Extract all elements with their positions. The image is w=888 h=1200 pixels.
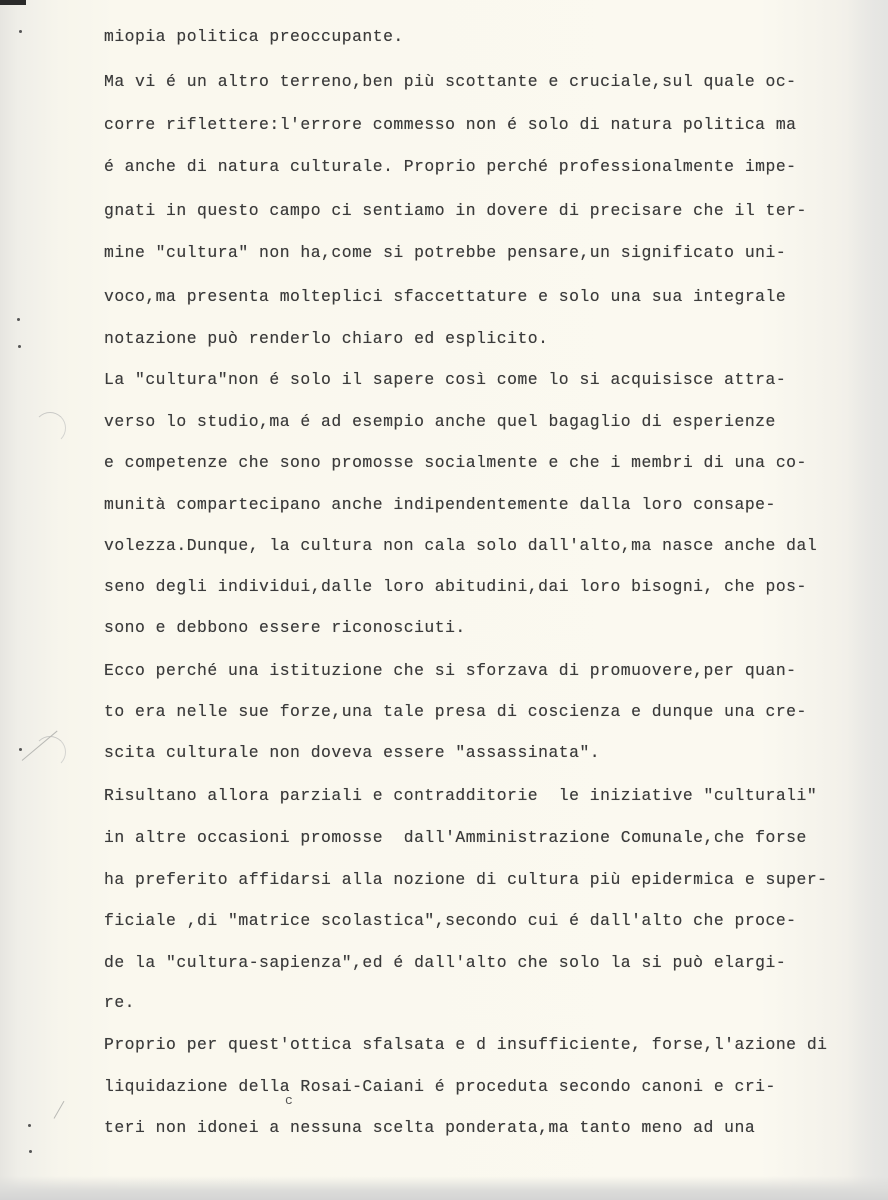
margin-speck [19, 30, 22, 33]
text-line: Ecco perché una istituzione che si sforzava di promuovere,per quan- [104, 661, 797, 680]
text-line: e competenze che sono promosse socialmente e che i membri di una co- [104, 453, 807, 472]
text-line: in altre occasioni promosse dall'Amministrazione Comunale,che forse [104, 828, 807, 847]
text-line: La "cultura"non é solo il sapere così come lo si acquisisce attra- [104, 370, 787, 389]
margin-speck [28, 1124, 31, 1127]
scan-edge-mark [0, 0, 26, 5]
page-bottom-shadow [0, 1176, 888, 1200]
text-line: Risultano allora parziali e contradditorie le iniziative "culturali" [104, 786, 818, 805]
text-line: de la "cultura-sapienza",ed é dall'alto che solo la si può elargi- [104, 953, 787, 972]
text-line: seno degli individui,dalle loro abitudini,dai loro bisogni, che pos- [104, 577, 807, 596]
text-line: sono e debbono essere riconosciuti. [104, 618, 466, 637]
margin-speck [19, 748, 22, 751]
text-line: munità compartecipano anche indipendentemente dalla loro consape- [104, 495, 776, 514]
text-line: re. [104, 993, 136, 1012]
text-line: liquidazione della Rosai-Caiani é proceduta secondo canoni e cri- [104, 1077, 776, 1096]
text-line: to era nelle sue forze,una tale presa di coscienza e dunque una cre- [104, 702, 807, 721]
text-line: corre riflettere:l'errore commesso non é solo di natura politica ma [104, 115, 797, 134]
page-edge-shadow [848, 0, 888, 1200]
text-line: ha preferito affidarsi alla nozione di cultura più epidermica e super- [104, 870, 828, 889]
text-line: teri non idonei a nessuna scelta ponderata,ma tanto meno ad una [104, 1118, 756, 1137]
text-line: ficiale ,di "matrice scolastica",secondo cui é dall'alto che proce- [104, 911, 797, 930]
text-line: gnati in questo campo ci sentiamo in dovere di precisare che il ter- [104, 201, 807, 220]
punch-hole-icon [34, 736, 66, 768]
text-line: miopia politica preoccupante. [104, 27, 404, 46]
margin-speck [29, 1150, 32, 1153]
margin-scratch [54, 1101, 65, 1119]
margin-speck [17, 318, 20, 321]
text-line: volezza.Dunque, la cultura non cala solo dall'alto,ma nasce anche dal [104, 536, 818, 555]
text-line: mine "cultura" non ha,come si potrebbe pensare,un significato uni- [104, 243, 787, 262]
text-line: notazione può renderlo chiaro ed esplicito. [104, 329, 549, 348]
margin-speck [18, 345, 21, 348]
text-line: Ma vi é un altro terreno,ben più scottante e cruciale,sul quale oc- [104, 72, 797, 91]
text-line: Proprio per quest'ottica sfalsata e d insufficiente, forse,l'azione di [104, 1035, 828, 1054]
handwritten-correction: c [285, 1093, 293, 1108]
text-line: verso lo studio,ma é ad esempio anche quel bagaglio di esperienze [104, 412, 776, 431]
text-line: voco,ma presenta molteplici sfaccettature e solo una sua integrale [104, 287, 787, 306]
text-line: é anche di natura culturale. Proprio perché professionalmente impe- [104, 157, 797, 176]
text-line: scita culturale non doveva essere "assassinata". [104, 743, 601, 762]
punch-hole-icon [34, 412, 66, 444]
